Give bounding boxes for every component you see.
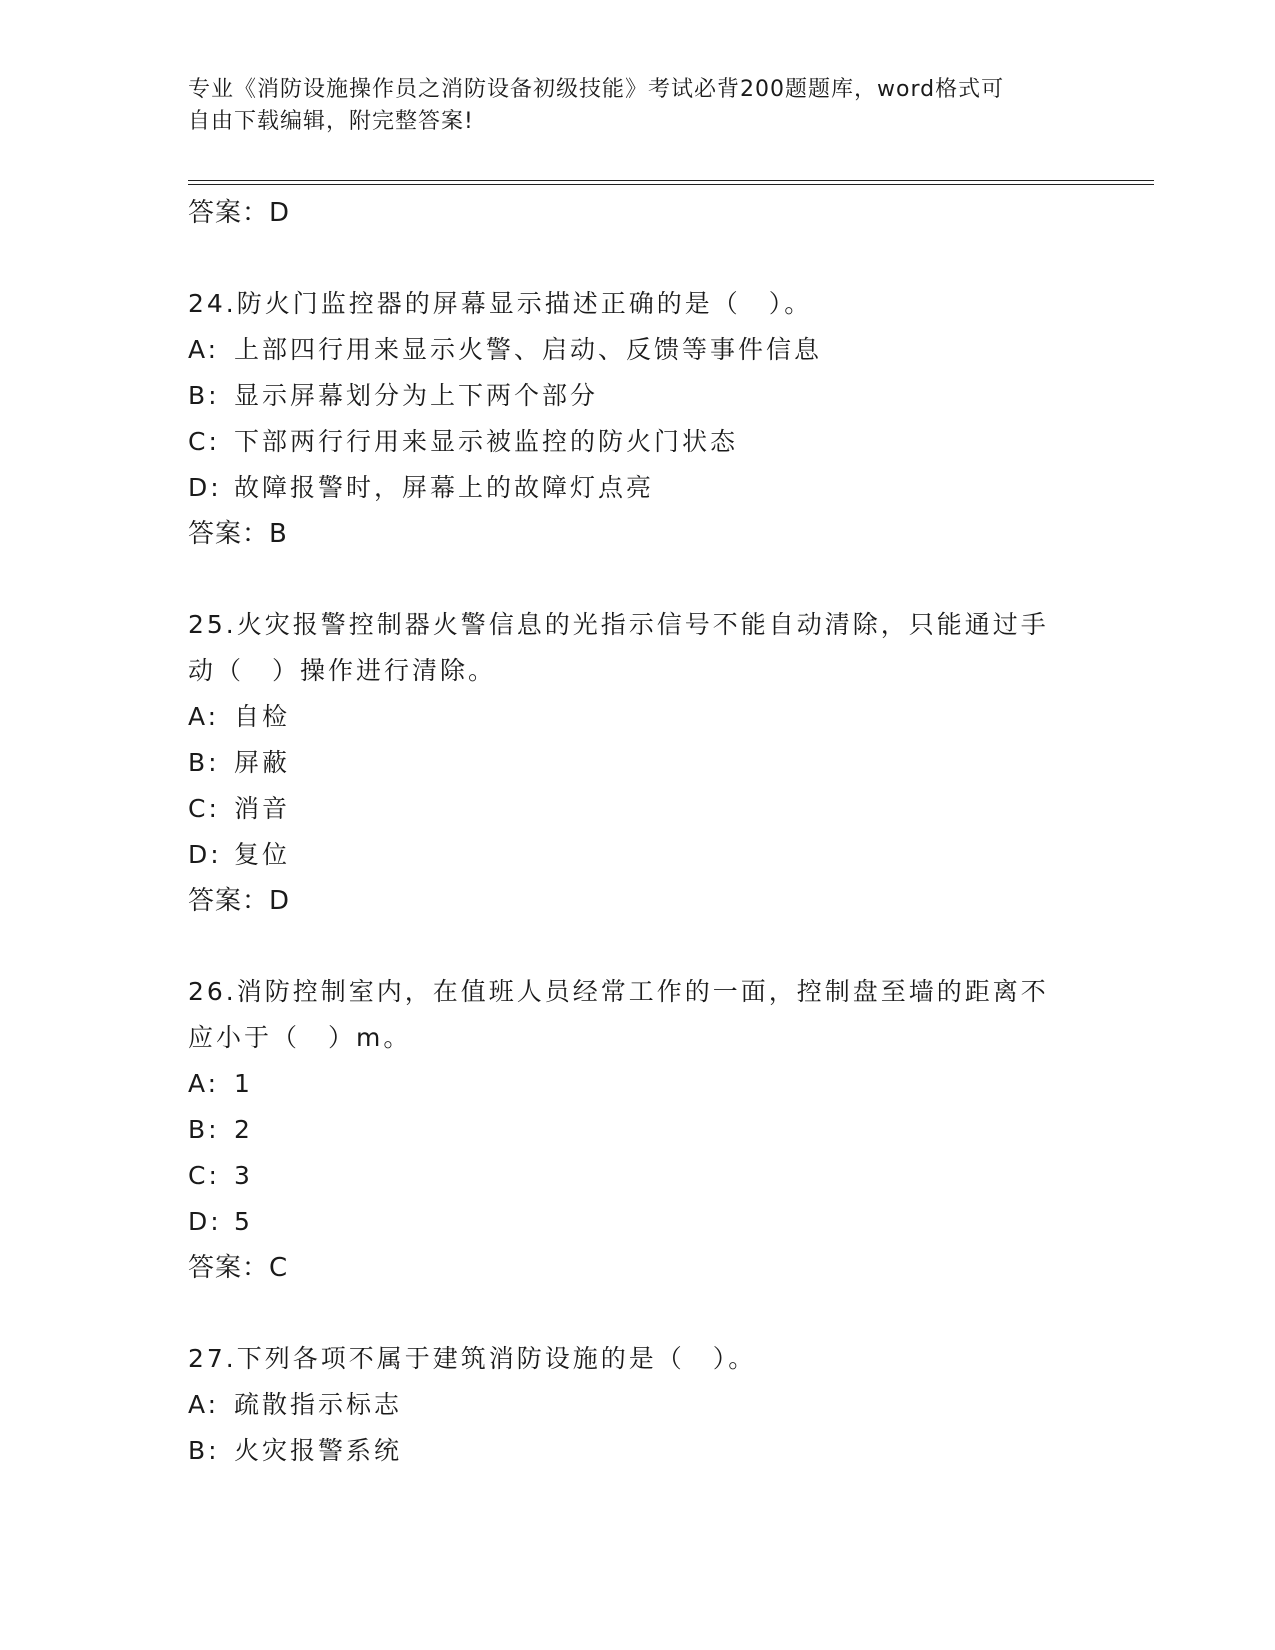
option-key: A: — [188, 702, 220, 731]
option-text: 自检 — [234, 702, 291, 731]
option-b — [188, 740, 1088, 786]
document-header — [188, 74, 1068, 138]
option-text: 消音 — [234, 794, 291, 823]
option-d — [188, 465, 1088, 511]
option-key: D: — [188, 840, 222, 869]
option-text: 火灾报警系统 — [234, 1436, 403, 1465]
option-key: B: — [188, 1436, 220, 1465]
option-text: 显示屏幕划分为上下两个部分 — [234, 381, 599, 410]
option-key: C: — [188, 1161, 220, 1190]
question-stem-continued: 动（ ）操作进行清除。 — [188, 656, 497, 685]
option-text: 3 — [234, 1161, 253, 1190]
question-24 — [188, 281, 1088, 557]
option-c — [188, 419, 1088, 465]
option-key: A: — [188, 1069, 220, 1098]
option-text: 5 — [234, 1207, 253, 1236]
option-text: 下部两行行用来显示被监控的防火门状态 — [234, 427, 739, 456]
option-a — [188, 1382, 1088, 1428]
header-line-1: 专业《消防设施操作员之消防设备初级技能》考试必背200题题库，word格式可 — [188, 77, 1005, 102]
answer-line: 答案：D — [188, 886, 291, 916]
answer-line: 答案：D — [188, 198, 291, 228]
option-text: 屏蔽 — [234, 748, 291, 777]
question-26 — [188, 969, 1088, 1291]
option-b — [188, 1428, 1088, 1474]
option-key: A: — [188, 335, 220, 364]
question-27 — [188, 1336, 1088, 1474]
option-text: 故障报警时，屏幕上的故障灯点亮 — [234, 473, 655, 502]
option-text: 疏散指示标志 — [234, 1390, 403, 1419]
option-key: C: — [188, 427, 220, 456]
option-b — [188, 373, 1088, 419]
question-stem: 26.消防控制室内，在值班人员经常工作的一面，控制盘至墙的距离不 — [188, 977, 1049, 1006]
option-c — [188, 1153, 1088, 1199]
question-stem-continued: 应小于（ ）m。 — [188, 1023, 412, 1052]
option-key: B: — [188, 748, 220, 777]
question-list — [188, 190, 1088, 1474]
question-stem: 24.防火门监控器的屏幕显示描述正确的是（ ）。 — [188, 289, 813, 318]
option-text: 复位 — [234, 840, 291, 869]
option-text: 1 — [234, 1069, 253, 1098]
option-a — [188, 327, 1088, 373]
option-key: B: — [188, 381, 220, 410]
header-line-2: 自由下载编辑，附完整答案! — [188, 109, 474, 134]
question-stem: 25.火灾报警控制器火警信息的光指示信号不能自动清除，只能通过手 — [188, 610, 1049, 639]
option-text: 上部四行用来显示火警、启动、反馈等事件信息 — [234, 335, 823, 364]
answer-line: 答案：B — [188, 519, 288, 549]
option-d — [188, 1199, 1088, 1245]
header-divider-bottom — [188, 184, 1154, 185]
option-key: D: — [188, 1207, 222, 1236]
answer-line: 答案：C — [188, 1253, 289, 1283]
option-a — [188, 694, 1088, 740]
header-divider-top — [188, 180, 1154, 181]
option-b — [188, 1107, 1088, 1153]
option-d — [188, 832, 1088, 878]
option-key: D: — [188, 473, 222, 502]
option-key: C: — [188, 794, 220, 823]
option-key: B: — [188, 1115, 220, 1144]
option-text: 2 — [234, 1115, 253, 1144]
question-stem: 27.下列各项不属于建筑消防设施的是（ ）。 — [188, 1344, 757, 1373]
option-a — [188, 1061, 1088, 1107]
option-key: A: — [188, 1390, 220, 1419]
question-25 — [188, 602, 1088, 924]
option-c — [188, 786, 1088, 832]
